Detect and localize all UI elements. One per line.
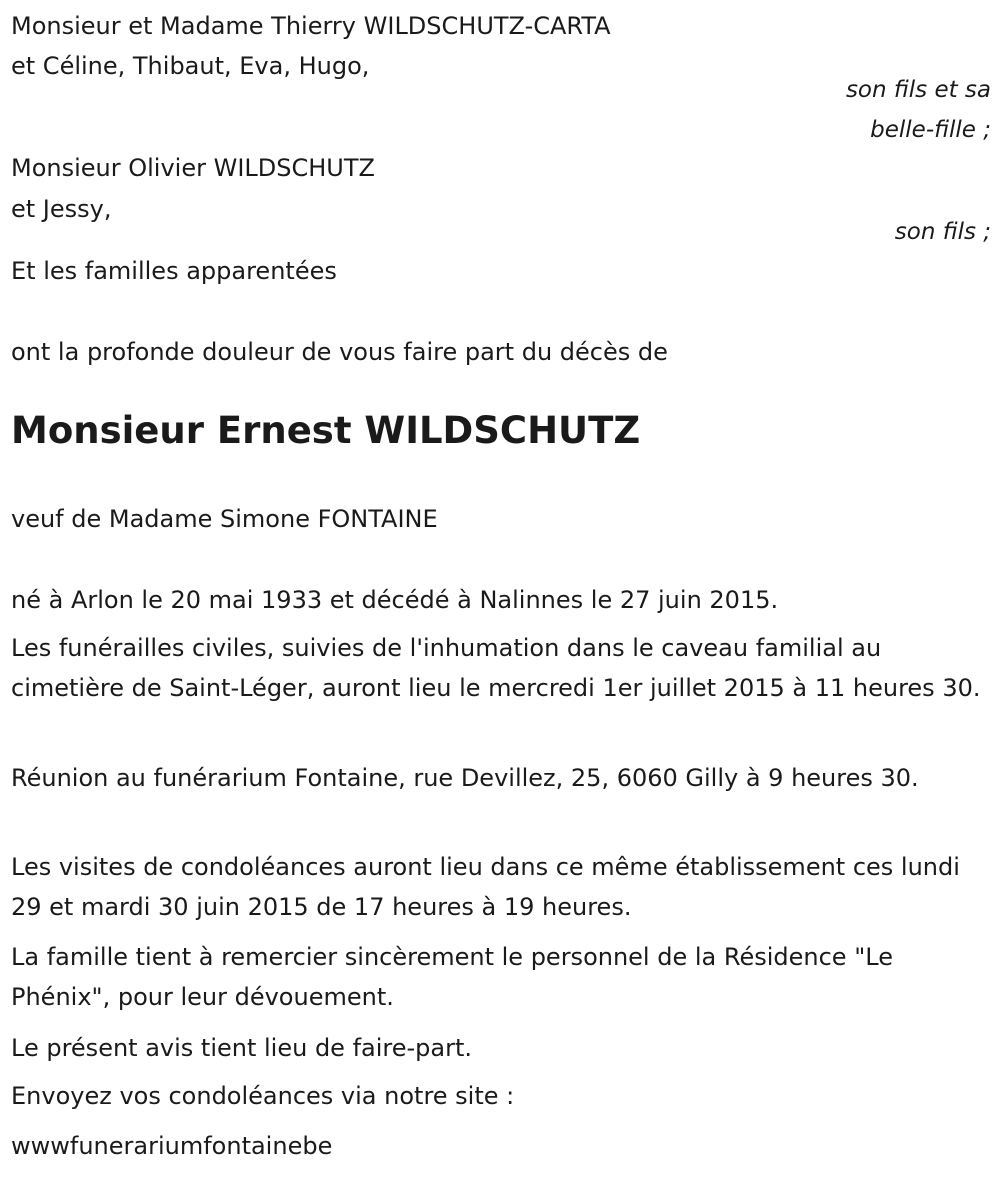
- funeral-paragraph: Les funérailles civiles, suivies de l'inhumation dans le caveau familial au cimetière de Saint-Léger, auront lieu le mercredi 1er juillet 2015 à 11 heures 30.: [11, 634, 981, 702]
- family-line-3: Monsieur Olivier WILDSCHUTZ: [11, 154, 375, 182]
- notice-paragraph: Le présent avis tient lieu de faire-part.: [11, 1034, 473, 1062]
- thanks-paragraph: La famille tient à remercier sincèrement le personnel de la Résidence "Le Phénix", pour leur dévouement.: [11, 943, 893, 1011]
- relation-son: son fils ;: [894, 219, 991, 245]
- family-line-1: Monsieur et Madame Thierry WILDSCHUTZ-CARTA: [11, 12, 611, 40]
- relation-son-daughter-in-law-2: belle-fille ;: [870, 117, 991, 143]
- family-line-4: et Jessy,: [11, 195, 112, 223]
- announcement-text: ont la profonde douleur de vous faire part du décès de: [11, 338, 668, 366]
- website-link[interactable]: wwwfunerariumfontainebe: [11, 1132, 333, 1160]
- birth-death-paragraph: né à Arlon le 20 mai 1933 et décédé à Nalinnes le 27 juin 2015.: [11, 586, 779, 614]
- family-line-2: et Céline, Thibaut, Eva, Hugo,: [11, 52, 370, 80]
- visits-paragraph: Les visites de condoléances auront lieu dans ce même établissement ces lundi 29 et mardi 30 juin 2015 de 17 heures à 19 heures.: [11, 853, 960, 921]
- widower-line: veuf de Madame Simone FONTAINE: [11, 505, 438, 533]
- deceased-name: Monsieur Ernest WILDSCHUTZ: [11, 409, 641, 452]
- condolences-paragraph: Envoyez vos condoléances via notre site :: [11, 1082, 515, 1110]
- family-line-5: Et les familles apparentées: [11, 257, 337, 285]
- relation-son-daughter-in-law-1: son fils et sa: [845, 77, 991, 103]
- meeting-paragraph: Réunion au funérarium Fontaine, rue Devillez, 25, 6060 Gilly à 9 heures 30.: [11, 764, 919, 792]
